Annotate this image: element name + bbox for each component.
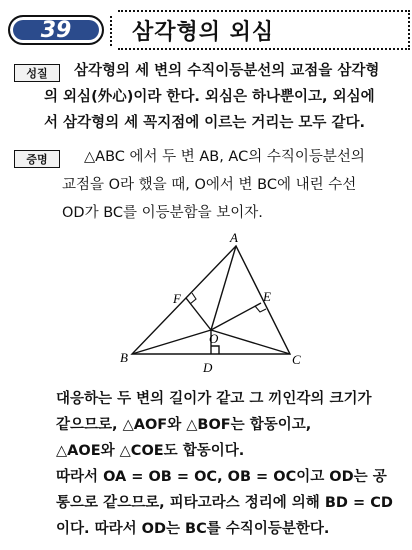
proof-line-1: △ABC 에서 두 변 AB, AC의 수직이등분선의 (84, 149, 365, 165)
section-header (6, 10, 406, 50)
label-a: A (230, 230, 238, 245)
conclusion-line-5: 통으로 같으므로, 피타고라스 정리에 의해 BD = CD (56, 495, 393, 511)
conclusion-line-4: 따라서 OA = OB = OC, OB = OC이고 OD는 공 (56, 469, 387, 485)
conclusion-line-2: 같으므로, △AOF와 △BOF는 합동이고, (56, 417, 312, 433)
label-f: F (173, 291, 181, 306)
right-angle-mark-e (255, 306, 266, 312)
segment-of (186, 298, 211, 330)
triangle-figure (0, 230, 412, 380)
property-line-2: 의 외심(外心)이라 한다. 외심은 하나뿐이고, 외심에 (44, 89, 375, 105)
conclusion-line-3: △AOE와 △COE도 합동이다. (56, 443, 245, 459)
property-line-3: 서 삼각형의 세 꼭지점에 이르는 거리는 모두 같다. (44, 115, 365, 131)
segment-oc (211, 330, 290, 354)
label-b: B (120, 350, 128, 365)
property-line-1: 삼각형의 세 변의 수직이등분선의 교점을 삼각형 (74, 63, 380, 79)
proof-line-2: 교점을 O라 했을 때, O에서 변 BC에 내린 수선 (62, 177, 357, 193)
property-tag: 성질 (14, 64, 60, 82)
conclusion-line-6: 이다. 따라서 OD는 BC를 수직이등분한다. (56, 521, 330, 537)
proof-line-3: OD가 BC를 이등분함을 보이자. (62, 205, 263, 221)
right-angle-mark-d (211, 346, 219, 354)
label-e: E (263, 289, 271, 304)
proof-tag: 증명 (14, 150, 60, 168)
label-o: O (209, 331, 219, 346)
section-title: 삼각형의 외심 (118, 10, 410, 50)
label-c: C (292, 352, 301, 367)
conclusion-line-1: 대응하는 두 변의 길이가 같고 그 끼인각의 크기가 (56, 391, 372, 407)
right-angle-mark-f (190, 293, 196, 304)
section-number-badge: 39 (8, 15, 104, 45)
label-d: D (203, 360, 213, 375)
